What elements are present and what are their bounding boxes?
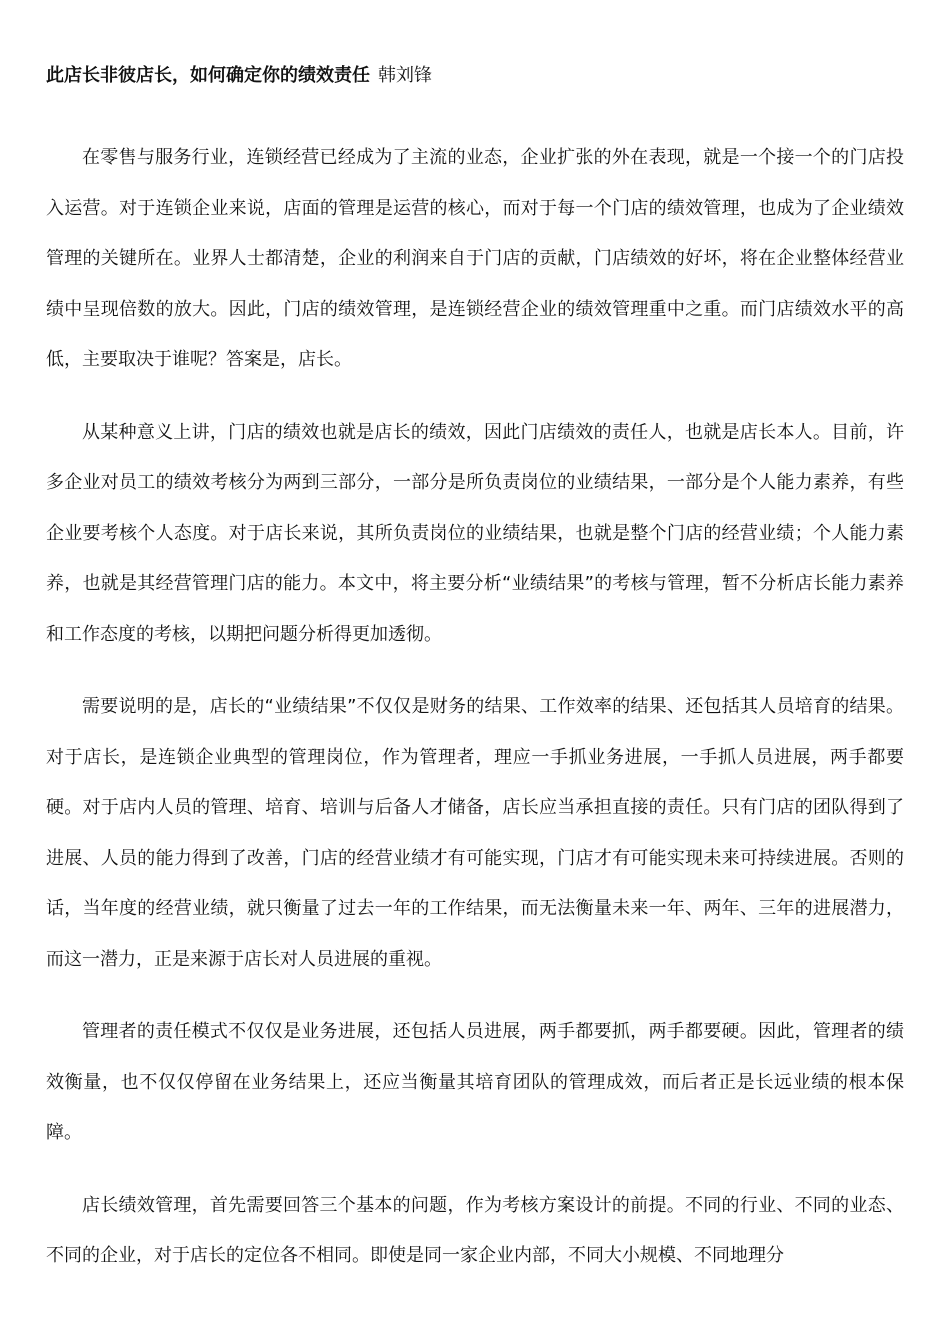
paragraph-4: 管理者的责任模式不仅仅是业务进展，还包括人员进展，两手都要抓，两手都要硬。因此，管理者的绩效衡量，也不仅仅停留在业务结果上，还应当衡量其培育团队的管理成效，而后者正是长远业绩的根本保障。 xyxy=(46,1021,904,1143)
paragraph-3: 需要说明的是，店长的“业绩结果”不仅仅是财务的结果、工作效率的结果、还包括其人员培育的结果。对于店长，是连锁企业典型的管理岗位，作为管理者，理应一手抓业务进展，一手抓人员进展，两手都要硬。对于店内人员的管理、培育、培训与后备人才储备，店长应当承担直接的责任。只有门店的团队得到了进展、人员的能力得到了改善，门店的经营业绩才有可能实现，门店才有可能实现未来可持续进展。否则的话，当年度的经营业绩，就只衡量了过去一年的工作结果，而无法衡量未来一年、两年、三年的进展潜力，而这一潜力，正是来源于店长对人员进展的重视。 xyxy=(46,696,904,970)
document-page xyxy=(46,0,904,1282)
title-line xyxy=(46,62,904,90)
paragraph-1: 在零售与服务行业，连锁经营已经成为了主流的业态，企业扩张的外在表现，就是一个接一个的门店投入运营。对于连锁企业来说，店面的管理是运营的核心，而对于每一个门店的绩效管理，也成为了企业绩效管理的关键所在。业界人士都清楚，企业的利润来自于门店的贡献，门店绩效的好坏，将在企业整体经营业绩中呈现倍数的放大。因此，门店的绩效管理，是连锁经营企业的绩效管理重中之重。而门店绩效水平的高低，主要取决于谁呢？答案是，店长。 xyxy=(46,147,904,370)
document-title: 此店长非彼店长，如何确定你的绩效责任 xyxy=(46,65,370,86)
paragraph-2: 从某种意义上讲，门店的绩效也就是店长的绩效，因此门店绩效的责任人，也就是店长本人。目前，许多企业对员工的绩效考核分为两到三部分，一部分是所负责岗位的业绩结果，一部分是个人能力素养，有些企业要考核个人态度。对于店长来说，其所负责岗位的业绩结果，也就是整个门店的经营业绩；个人能力素养，也就是其经营管理门店的能力。本文中，将主要分析“业绩结果”的考核与管理，暂不分析店长能力素养和工作态度的考核，以期把问题分析得更加透彻。 xyxy=(46,421,904,645)
paragraph-5: 店长绩效管理，首先需要回答三个基本的问题，作为考核方案设计的前提。不同的行业、不同的业态、不同的企业，对于店长的定位各不相同。即使是同一家企业内部，不同大小规模、不同地理分 xyxy=(46,1194,904,1266)
document-author: 韩刘锋 xyxy=(378,65,432,86)
